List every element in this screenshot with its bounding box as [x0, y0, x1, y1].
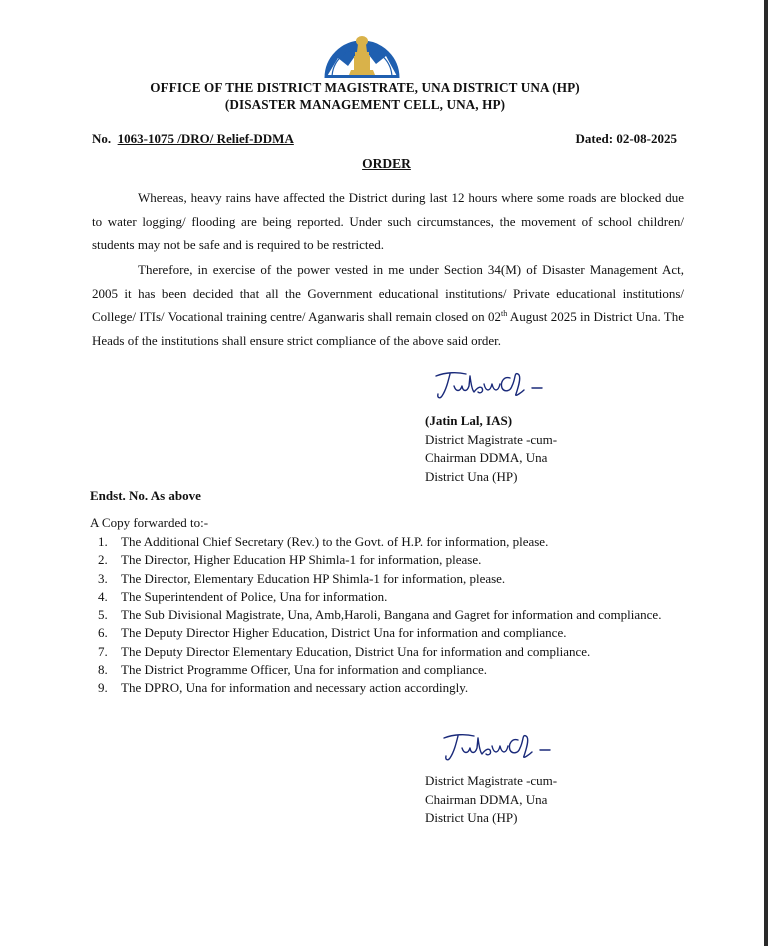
reference-prefix: No.: [92, 131, 112, 146]
copy-recipient-list: [98, 533, 686, 698]
signatory-district: District Una (HP): [425, 468, 518, 484]
signatory-role: Chairman DDMA, Una: [425, 450, 548, 465]
paragraph-therefore: [92, 258, 684, 352]
signatory-designation: District Magistrate -cum-: [425, 431, 558, 447]
signatory-district: District Una (HP): [425, 810, 518, 825]
list-item: 1. The Additional Chief Secretary (Rev.) to the Govt. of H.P. for information, please.: [98, 534, 549, 549]
signature-icon: [440, 730, 560, 764]
signatory-block: [425, 412, 557, 486]
document-title: ORDER: [362, 156, 411, 171]
reference-number-value: 1063-1075 /DRO/ Relief-DDMA: [117, 131, 294, 146]
signatory-designation: District Magistrate -cum-: [425, 773, 558, 788]
list-item: 6. The Deputy Director Higher Education, District Una for information and compliance.: [98, 625, 567, 641]
reference-number: [92, 131, 294, 147]
signatory-block-2: [425, 772, 557, 828]
signatory-role: Chairman DDMA, Una: [425, 791, 548, 807]
office-subtitle: (DISASTER MANAGEMENT CELL, UNA, HP): [224, 97, 506, 112]
ordinal-superscript: th: [500, 309, 508, 318]
signature-icon: [432, 368, 552, 402]
signatory-name: (Jatin Lal, IAS): [425, 413, 513, 428]
list-item: 8. The District Programme Officer, Una for information and compliance.: [98, 662, 488, 678]
list-item: 9. The DPRO, Una for information and necessary action accordingly.: [98, 680, 469, 696]
list-item: 3. The Director, Elementary Education HP Shimla-1 for information, please.: [98, 570, 506, 586]
page-edge-shadow: [764, 0, 768, 946]
office-title: OFFICE OF THE DISTRICT MAGISTRATE, UNA DISTRICT UNA (HP): [150, 80, 580, 95]
list-item: 5. The Sub Divisional Magistrate, Una, Amb,Haroli, Bangana and Gagret for information and compliance.: [98, 607, 662, 623]
list-item: 2. The Director, Higher Education HP Shimla-1 for information, please.: [98, 552, 482, 568]
paragraph-whereas-text: Whereas, heavy rains have affected the District during last 12 hours where some roads are blocked due to water logging/ flooding are being reported. Under such circumstances, the movement of school children/ students may not be safe and is required to be restricted.: [92, 190, 684, 252]
state-emblem-icon: [322, 28, 402, 80]
endorsement-title: Endst. No. As above: [90, 488, 201, 503]
paragraph-therefore-tail: August 2025 in District Una. The Heads of the institutions shall ensure strict compliance of the above said order.: [92, 309, 684, 348]
paragraph-therefore-text: Therefore, in exercise of the power vested in me under Section 34(M) of Disaster Management Act, 2005 it has been decided that all the Government educational institutions/ Private educational institutions/ College/ ITIs/ Vocational training centre/ Aganwaris shall remain closed on 02: [92, 262, 684, 324]
paragraph-whereas: [92, 186, 684, 257]
list-item: 4. The Superintendent of Police, Una for information.: [98, 588, 388, 604]
copy-forwarded-intro: A Copy forwarded to:-: [90, 515, 209, 530]
list-item: 7. The Deputy Director Elementary Education, District Una for information and compliance.: [98, 643, 591, 659]
order-date: Dated: 02-08-2025: [575, 131, 677, 146]
